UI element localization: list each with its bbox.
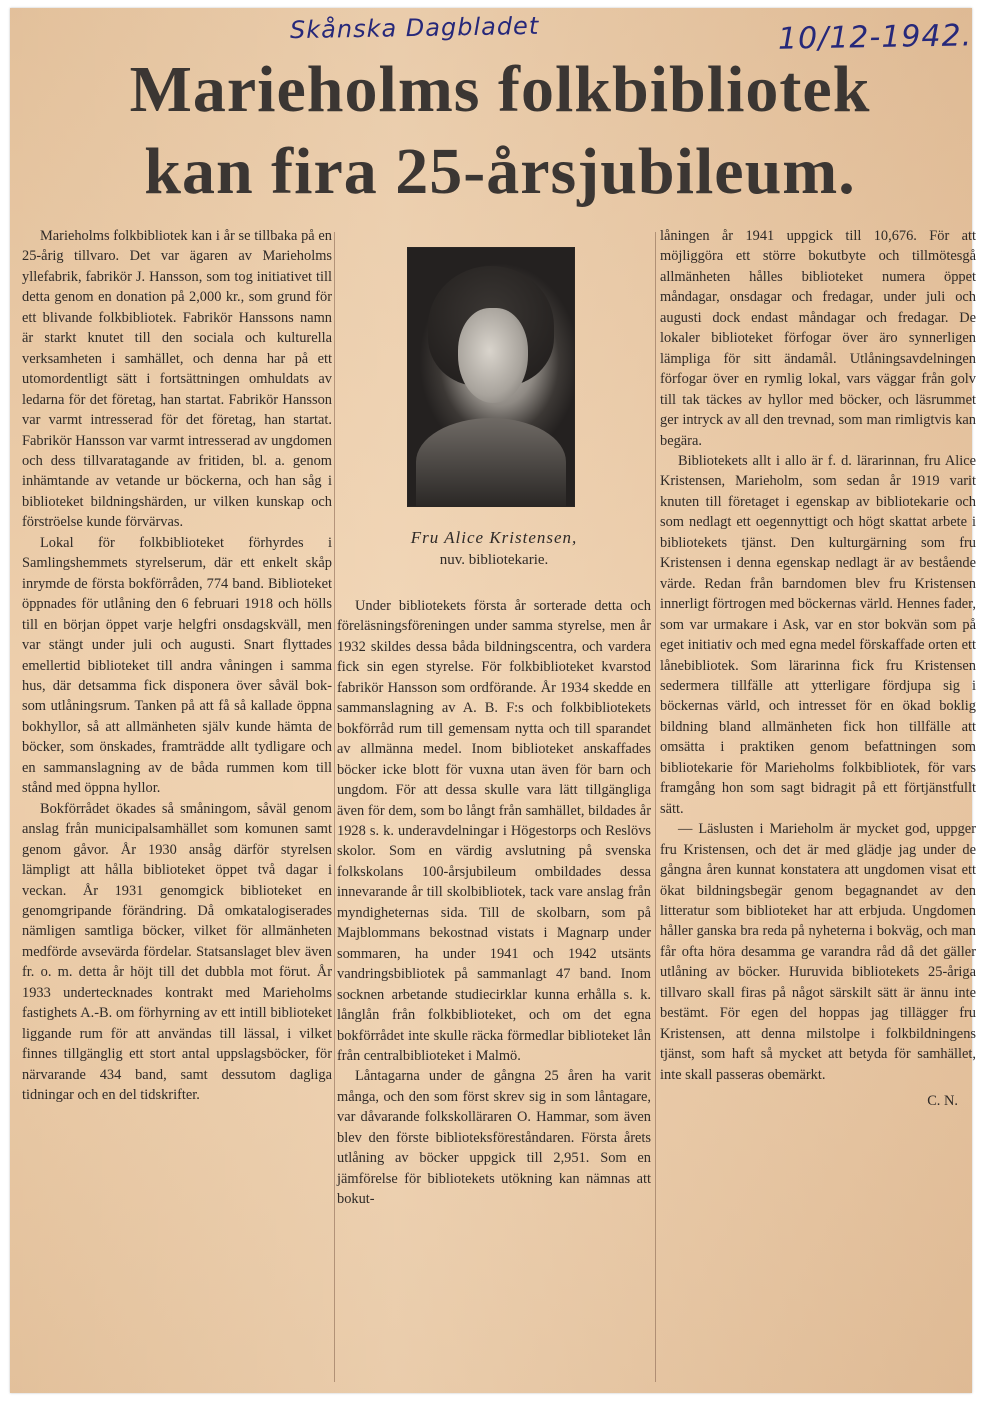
article-paragraph: Bibliotekets allt i allo är f. d. lärarinnan, fru Alice Kristensen, Marieholm, som sedan år 1919 varit knuten till företaget i egenskap av bibliotekarie och som nedlagt ett oegennyttigt och högt skattat arbete i bibliotekets tjänst. Den kulturgärning som fru Kristensen i denna egenskap nedlagt är av bestående värde. Redan från barndomen blev fru Kristensen innerligt förtrogen med böckernas värld. Hennes fader, som var urmakare i Ask, var en stor bokvän som på eget initiativ och med egna medel förskaffade orten ett lånebibliotek. Som lärarinna fick fru Kristensen sedermera tillfälle att ytterligare fördjupa sig i böckernas värld, och intresset för en ökad boklig bildning bland allmänheten fick hon tillfälle att omsätta i praktiken genom befattningen som bibliotekarie för Marieholms folkbibliotek, för vars framgång hon som sagt bidragit på ett förtjänstfullt sätt. [660,452,976,817]
article-column-3 [660,226,976,1111]
article-paragraph: Lokal för folkbiblioteket förhyrdes i Samlingshemmets styrelserum, där ett enkelt skåp inrymde de första bokförråden, 774 band. Biblioteket öppnades för utlåning den 6 februari 1918 och hölls till en början öppet varje helgfri onsdagskväll, men var stängt under juli och augusti. Snart flyttades emellertid biblioteket till andra våningen i samma hus, där detsamma fick disponera över såväl bok- som utlåningsrum. Tanken på att få så kallade öppna bokhyllor, så att allmänheten själv kunde hämta de böcker, som önskades, framträdde allt tydligare och en sammanslagning av de båda rummen kom till stånd med öppna hyllor. [22,534,332,797]
headline-line-2: kan fira 25-årsjubileum. [144,135,856,208]
portrait-face [458,308,528,403]
column-rule-left [334,232,335,1382]
article-signature: C. N. [927,1093,958,1110]
article-column-1 [22,226,332,1105]
handwritten-source-note: Skånska Dagbladet [289,11,540,45]
headline-line-1: Marieholms folkbibliotek [129,53,871,126]
handwritten-date-note: 10/12-1942. [777,18,973,57]
article-paragraph: Låntagarna under de gångna 25 åren ha varit många, och den som först skrev sig in som låntagare, var dåvarande folkskolläraren O. Hammar, som även blev den förste biblioteksföreståndaren. Första årets utlåning av böcker uppgick till 2,951. Som en jämförelse för bibliotekets utökning kan nämnas att bokut- [337,1068,651,1208]
column-rule-right [655,232,656,1382]
article-paragraph: låningen år 1941 uppgick till 10,676. För att möjliggöra ett större bokutbyte och tillmötesgå allmänheten hålles biblioteket numera öppet måndagar, onsdagar och fredagar, under juli och augusti dock endast måndagar och fredagar. De lokaler biblioteket förfogar över äro synnerligen lämpliga för sitt ändamål. Utlåningsavdelningen förfogar över en rymlig lokal, vars väggar från golv till tak täckes av hyllor med böcker, och läsrummet ger intryck av all den trevnad, som man rimligtvis kan begära. [660,228,976,449]
article-paragraph: Marieholms folkbibliotek kan i år se tillbaka på en 25-årig tillvaro. Det var ägaren av Marieholms yllefabrik, fabrikör J. Hansson, som tog initiativet till detta genom en donation på 2,000 kr., som grund för ett blivande folkbibliotek. Fabrikör Hanssons namn är starkt knutet till den sociala och kulturella verksamheten i samhället, och denna har på ett utomordentligt sätt i fortsättningen omhuldats av ledarna för det företag, han startat. Fabrikör Hansson var varmt intresserad för det företag, han startat. Fabrikör Hansson var varmt intresserad av ungdomen och dess tillvaratagande av fritiden, bl. a. genom inhämtande av vetande ur böckerna, och han såg i biblioteket bildningshärden, ur vilken kunskap och förströelse kunde förvärvas. [22,228,332,531]
portrait-shoulders [416,418,566,506]
photo-caption-name: Fru Alice Kristensen, [410,528,578,547]
article-paragraph: Bokförrådet ökades så småningom, såväl genom anslag från municipalsamhället som komunen samt genom gåvor. År 1930 ansåg därför styrelsen lämpligt att hålla biblioteket öppet två dagar i veckan. År 1931 genomgick biblioteket en genomgripande förändring. Då omkatalogiserades nämligen samtliga böcker, vilket för allmänheten medförde avsevärda fördelar. Statsanslaget blev även fr. o. m. detta år höjt till det dubbla mot förut. År 1933 undertecknades kontrakt med Marieholms fastighets A.-B. om förhyrning av ett intill biblioteket liggande rum för att användas till lässal, i vilket finnes tillgänglig ett stort antal uppslagsböcker, för närvarande 434 band, samt dessutom dagliga tidningar och en del tidskrifter. [22,800,332,1104]
portrait-photo [407,247,575,507]
article-paragraph: Under bibliotekets första år sorterade detta och föreläsningsföreningen under samma styrelse, men år 1932 skildes dessa båda bildningscentra, och vardera fick sin egen styrelse. För folkbiblioteket kvarstod fabrikör Hansson som ordförande. År 1934 skedde en sammanslagning av A. B. F:s och folkbibliotekets bokförråd rum till gemensam nytta och till sparandet av allmänna medel. Inom biblioteket anskaffades böcker icke blott för vuxna utan även för barn och ungdom. För att dessa skulle vara lätt tillgängliga även för dem, som bo långt från samhället, bildades år 1928 s. k. underavdelningar i Högestorps och Reslövs skolor. Som en värdig avslutning på svenska folkskolans 100-årsjubileum ombildades dessa innevarande år till skolbibliotek, tack vare anslag från myndigheternas sida. Till de skolbarn, som på Majblommans bekostnad vistats i Magnarp under sommaren, ha under 1941 och 1942 utsänts vandringsbibliotek på sammanlagt 47 band. Inom socknen arbetande studiecirklar kunna erhålla s. k. långlån från folkbiblioteket, och om det egna bokförrådet inte skulle räcka förmedlar biblioteket lån från centralbiblioteket i Malmö. [337,598,651,1064]
article-column-2 [337,596,651,1210]
photo-caption-role: nuv. bibliotekarie. [439,552,549,568]
article-paragraph: — Läslusten i Marieholm är mycket god, uppger fru Kristensen, och det är med glädje jag under de gångna åren kunnat konstatera att ungdomen visat ett ökat bildningsbegär genom begagnandet av den litteratur som biblioteket har att erbjuda. Ungdomen håller ganska bra reda på nyheterna i bokväg, och man får ofta höra desamma ge varandra råd då det gäller utlåning av böcker. Huruvida bibliotekets 25-åriga tillvaro skall firas på något särskilt sätt är ännu inte bestämt. För egen del hoppas jag tillägger fru Kristensen, att denna milstolpe i folkbildningens tjänst, som haft så mycket att betyda för samhället, inte skall passeras obemärkt. [660,821,976,1083]
